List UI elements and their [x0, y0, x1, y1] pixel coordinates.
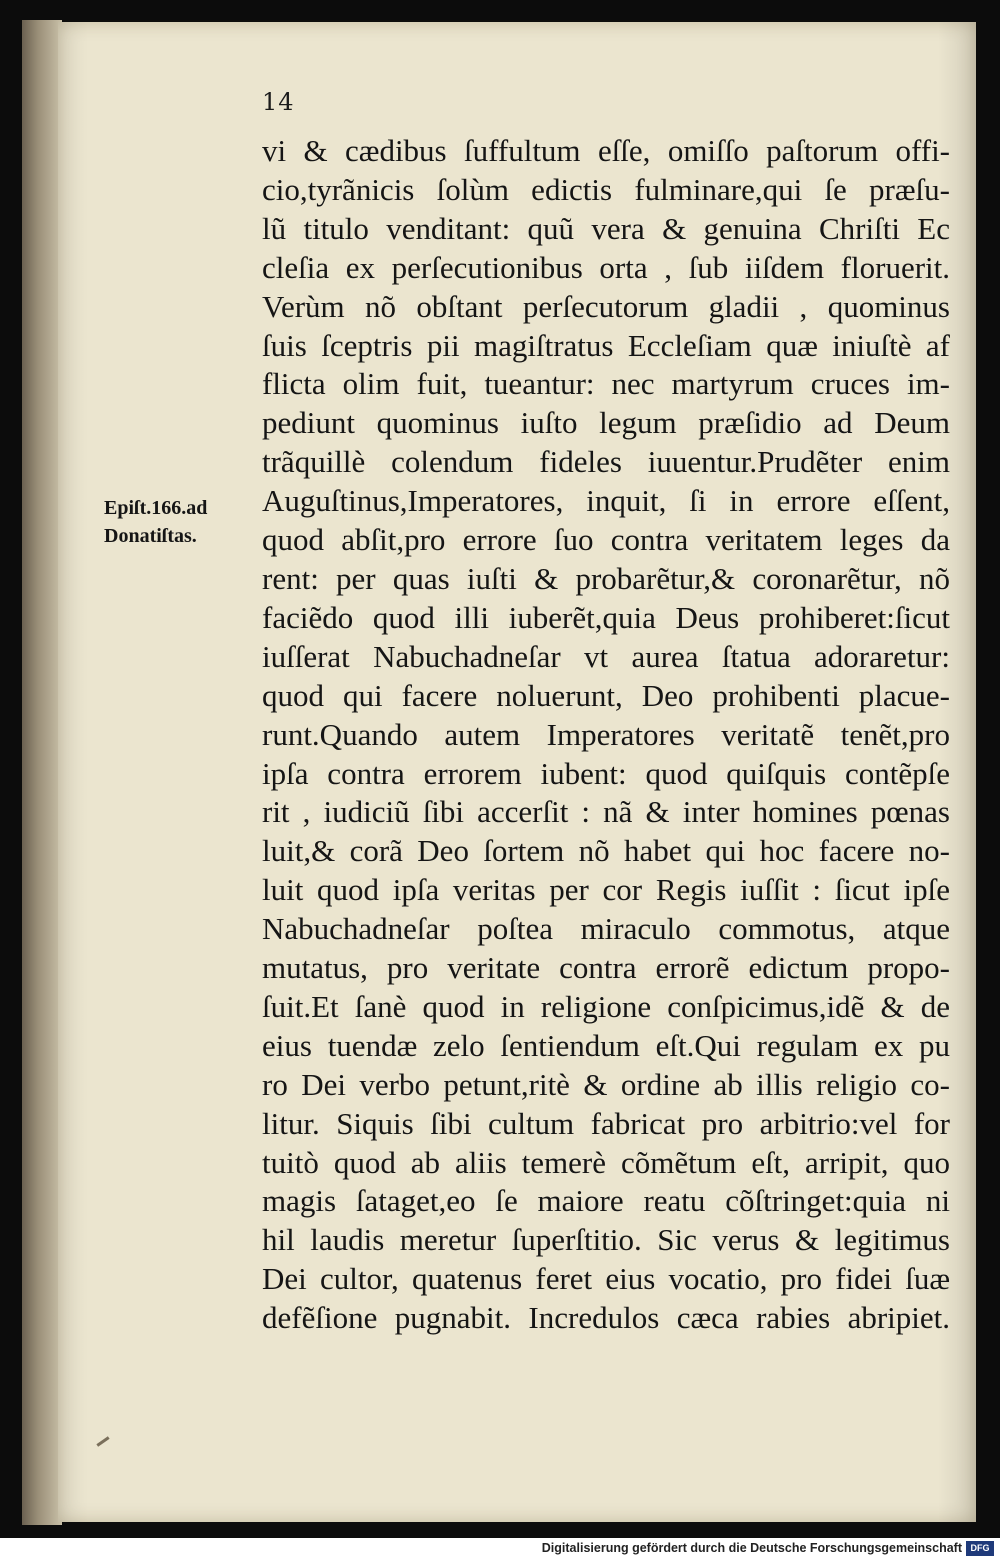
text-line: quod abſit,pro errore ſuo contra veritatem leges da	[262, 522, 950, 558]
marginal-note-line: Epiſt.166.ad	[104, 497, 208, 519]
text-line: defẽſione pugnabit. Incredulos cæca rabies abripiet.	[262, 1300, 950, 1336]
text-line: rent: per quas iuſti & probarẽtur,& coronarẽtur, nõ	[262, 560, 950, 596]
text-line: runt.Quando autem Imperatores veritatẽ tenẽt,pro	[262, 716, 950, 752]
text-line: trãquillè colendum fideles iuuentur.Prudẽter enim	[262, 444, 950, 480]
text-line: litur. Siquis ſibi cultum fabricat pro arbitrio:vel for	[262, 1105, 950, 1141]
text-line: luit,& corã Deo ſortem nõ habet qui hoc facere no-	[262, 833, 950, 869]
marginal-note-line: Donatiſtas.	[104, 525, 197, 547]
text-line: cio,tyrãnicis ſolùm edictis fulminare,qui ſe præſu-	[262, 171, 950, 207]
text-line: iuſſerat Nabuchadneſar vt aurea ſtatua adoraretur:	[262, 638, 950, 674]
text-line: mutatus, pro veritate contra errorẽ edictum propo-	[262, 950, 950, 986]
text-line: rit , iudiciũ ſibi accerſit : nã & inter homines pœnas	[262, 794, 950, 830]
text-line: hil laudis meretur ſuperſtitio. Sic verus & legitimus	[262, 1222, 950, 1258]
page-number: 14	[262, 88, 295, 116]
text-line: ſuit.Et ſanè quod in religione conſpicimus,idẽ & de	[262, 988, 950, 1024]
text-line: faciẽdo quod illi iuberẽt,quia Deus prohiberet:ſicut	[262, 599, 950, 635]
body-text	[262, 132, 950, 1338]
footer-credit: Digitalisierung gefördert durch die Deutsche Forschungsgemeinschaft	[541, 1541, 962, 1555]
text-line: cleſia ex perſecutionibus orta , ſub iiſdem floruerit.	[262, 249, 950, 285]
binding-edge	[22, 20, 62, 1525]
text-line: pediunt quominus iuſto legum præſidio ad Deum	[262, 405, 950, 441]
text-line: tuitò quod ab aliis temerè cõmẽtum eſt, arripit, quo	[262, 1144, 950, 1180]
text-line: vi & cædibus ſuffultum eſſe, omiſſo paſtorum offi-	[262, 133, 950, 168]
text-line: flicta olim fuit, tueantur: nec martyrum cruces im-	[262, 366, 950, 402]
text-line: Nabuchadneſar poſtea miraculo commotus, atque	[262, 911, 950, 947]
text-line: Auguſtinus,Imperatores, inquit, ſi in errore eſſent,	[262, 483, 950, 519]
marginal-note	[104, 494, 244, 550]
text-line: magis ſataget,eo ſe maiore reatu cõſtringet:quia ni	[262, 1183, 950, 1219]
text-line: luit quod ipſa veritas per cor Regis iuſſit : ſicut ipſe	[262, 872, 950, 908]
dfg-logo: DFG	[966, 1541, 994, 1556]
text-line: Dei cultor, quatenus feret eius vocatio, pro fidei ſuæ	[262, 1261, 950, 1297]
text-line: ro Dei verbo petunt,ritè & ordine ab illis religio co-	[262, 1066, 950, 1102]
text-line: ipſa contra errorem iubent: quod quiſquis contẽpſe	[262, 755, 950, 791]
text-line: ſuis ſceptris pii magiſtratus Eccleſiam quæ iniuſtè af	[262, 327, 950, 363]
text-line: Verùm nõ obſtant perſecutorum gladii , quominus	[262, 288, 950, 324]
text-line: quod qui facere noluerunt, Deo prohibenti placue-	[262, 677, 950, 713]
text-line: lũ titulo venditant: quũ vera & genuina Chriſti Ec	[262, 210, 950, 246]
text-line: eius tuendæ zelo ſentiendum eſt.Qui regulam ex pu	[262, 1027, 950, 1063]
